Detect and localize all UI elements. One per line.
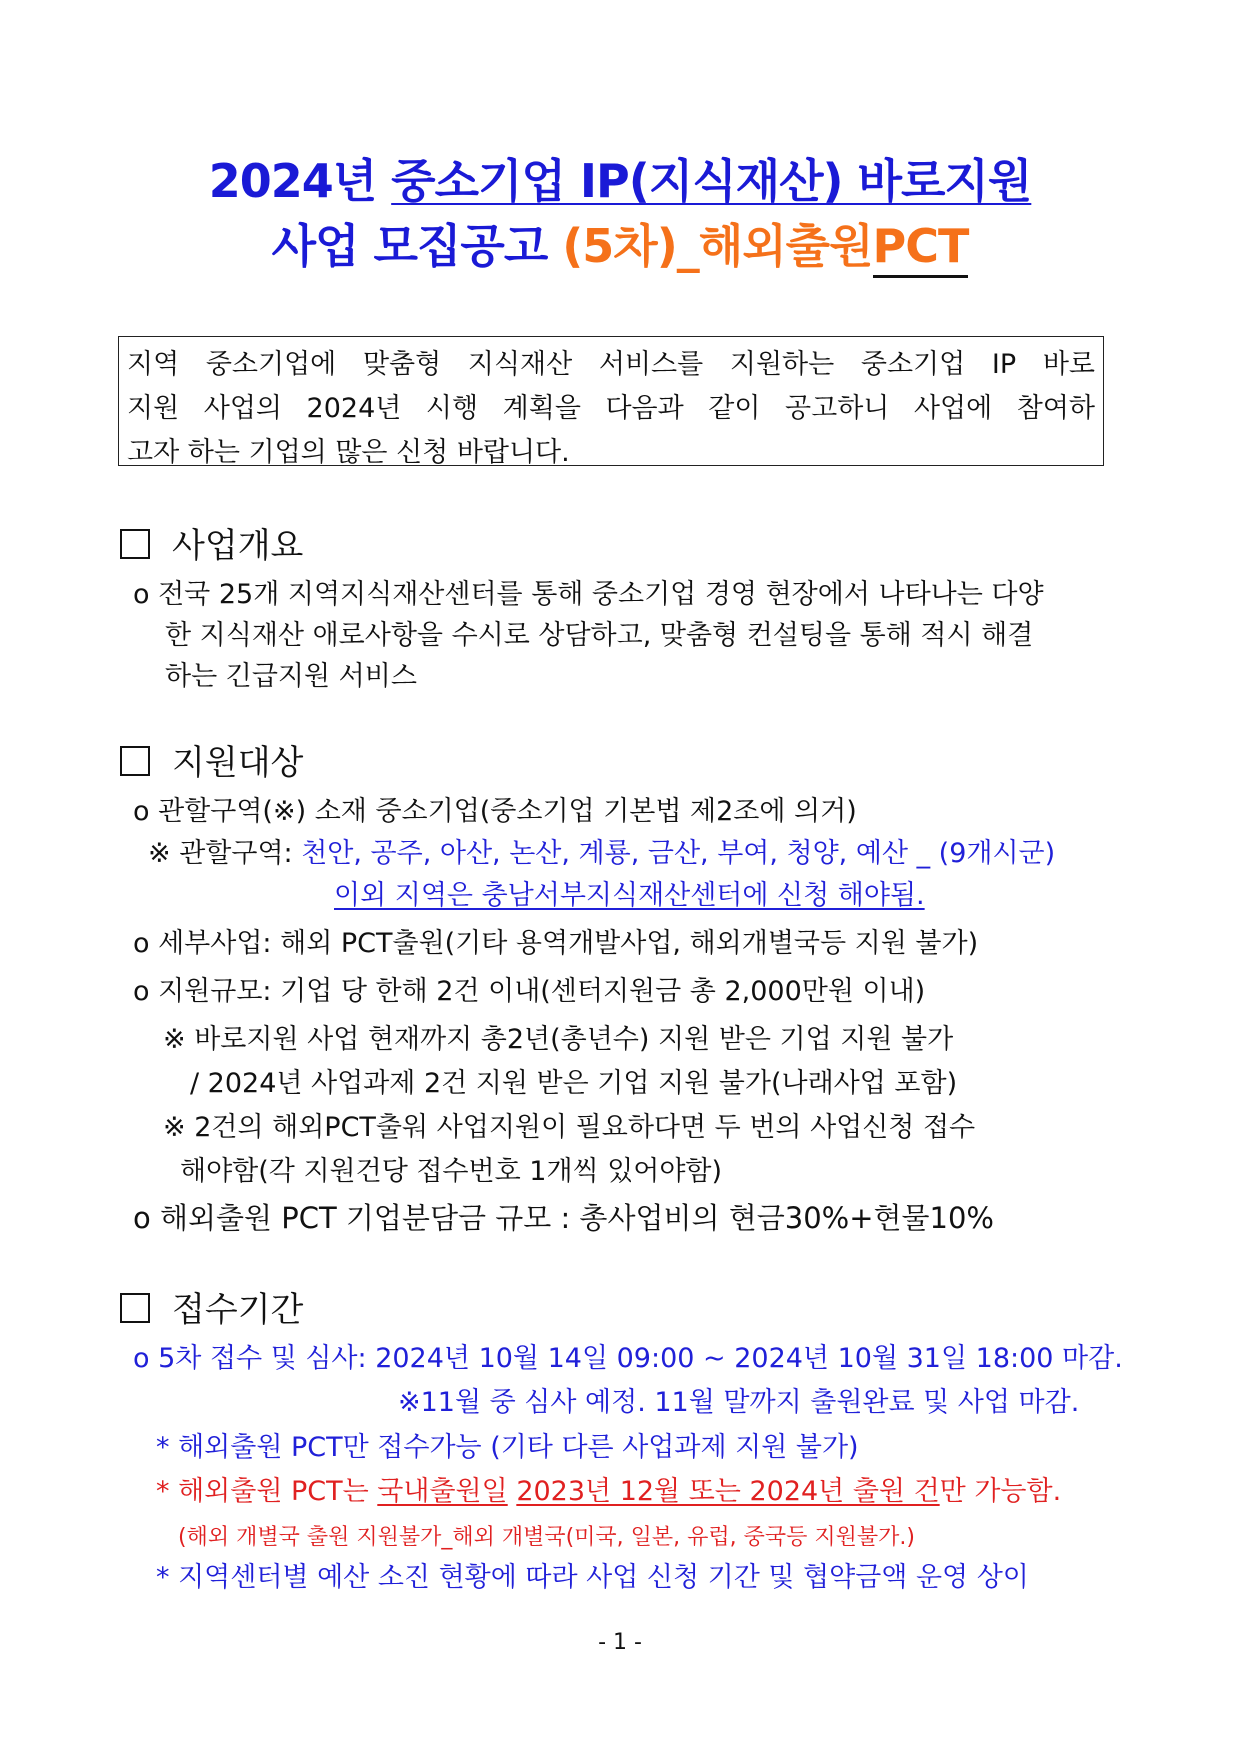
section-heading-period	[120, 1282, 303, 1331]
target-note-2a: ※ 2건의 해외PCT출워 사업지원이 필요하다면 두 번의 사업신청 접수	[163, 1112, 976, 1143]
domestic-filing-date: 국내출원일	[377, 1476, 508, 1507]
title-year: 2024년	[208, 154, 392, 208]
period-line-4	[156, 1474, 1061, 1510]
intro-line-1: 지역 중소기업에 맞춤형 지식재산 서비스를 지원하는 중소기업 IP 바로	[127, 349, 1095, 380]
target-note-2b: 해야함(각 지원건당 접수번호 1개씩 있어야함)	[180, 1156, 723, 1187]
eligible-filing-period: 2023년 12월 또는 2024년 출원 건	[516, 1476, 940, 1507]
period-line-3: * 해외출원 PCT만 접수가능 (기타 다른 사업과제 지원 불가)	[156, 1432, 859, 1463]
period-line-2: ※11월 중 심사 예정. 11월 말까지 출원완료 및 사업 마감.	[398, 1387, 1080, 1418]
target-item-2: o 세부사업: 해외 PCT출원(기타 용역개발사업, 해외개별국등 지원 불가)	[133, 928, 979, 959]
overview-line-1: o 전국 25개 지역지식재산센터를 통해 중소기업 경영 현장에서 나타나는 다양	[133, 579, 1044, 610]
overview-line-2: 한 지식재산 애로사항을 수시로 상담하고, 맞춤형 컨설팅을 통해 적시 해결	[165, 620, 1034, 651]
overview-line-3: 하는 긴급지원 서비스	[165, 661, 417, 692]
period-line-1: o 5차 접수 및 심사: 2024년 10월 14일 09:00 ~ 2024년 10월 31일 18:00 마감.	[133, 1343, 1123, 1374]
title-pct: PCT	[873, 219, 969, 278]
intro-box	[118, 336, 1104, 466]
title-announcement: 사업 모집공고	[271, 219, 563, 273]
section-title: 사업개요	[172, 526, 304, 566]
checkbox-square-icon	[120, 1293, 150, 1323]
checkbox-square-icon	[120, 746, 150, 776]
checkbox-square-icon	[120, 529, 150, 559]
target-note-1a: ※ 바로지원 사업 현재까지 총2년(총년수) 지원 받은 기업 지원 불가	[163, 1024, 954, 1055]
region-label: ※ 관할구역:	[148, 838, 302, 869]
period-line-5: (해외 개별국 출원 지원불가_해외 개별국(미국, 일본, 유럽, 중국등 지원불가.)	[178, 1525, 915, 1550]
page-number: - 1 -	[598, 1630, 642, 1655]
target-note-1b: / 2024년 사업과제 2건 지원 받은 기업 지원 불가(나래사업 포함)	[190, 1068, 958, 1099]
period-line-4-suffix: 만 가능함.	[939, 1476, 1062, 1507]
intro-line-2: 지원 사업의 2024년 시행 계획을 다음과 같이 공고하니 사업에 참여하	[127, 393, 1095, 424]
target-item-3: o 지원규모: 기업 당 한해 2건 이내(센터지원금 총 2,000만원 이내)	[133, 976, 926, 1007]
region-line	[148, 836, 1055, 872]
target-item-4: o 해외출원 PCT 기업분담금 규모 : 총사업비의 현금30%+현물10%	[133, 1201, 994, 1235]
title-program: 중소기업 IP(지식재산) 바로지원	[391, 154, 1032, 208]
intro-line-3: 고자 하는 기업의 많은 신청 바랍니다.	[127, 437, 570, 468]
region-note: 이외 지역은 충남서부지식재산센터에 신청 해야됨.	[334, 880, 925, 911]
section-title: 접수기간	[172, 1290, 304, 1330]
section-title: 지원대상	[172, 743, 304, 783]
region-list: 천안, 공주, 아산, 논산, 계룡, 금산, 부여, 청양, 예산 _ (9개시군)	[301, 838, 1056, 869]
title-line-1	[0, 145, 1240, 211]
target-item-1: o 관할구역(※) 소재 중소기업(중소기업 기본법 제2조에 의거)	[133, 796, 857, 827]
section-heading-target	[120, 735, 303, 784]
section-heading-overview	[120, 518, 303, 567]
title-line-2	[0, 210, 1240, 276]
period-line-6: * 지역센터별 예산 소진 현황에 따라 사업 신청 기간 및 협약금액 운영 상이	[156, 1562, 1029, 1593]
title-round: (5차)_해외출원	[562, 219, 873, 273]
period-line-4-prefix: * 해외출원 PCT는	[156, 1476, 378, 1507]
